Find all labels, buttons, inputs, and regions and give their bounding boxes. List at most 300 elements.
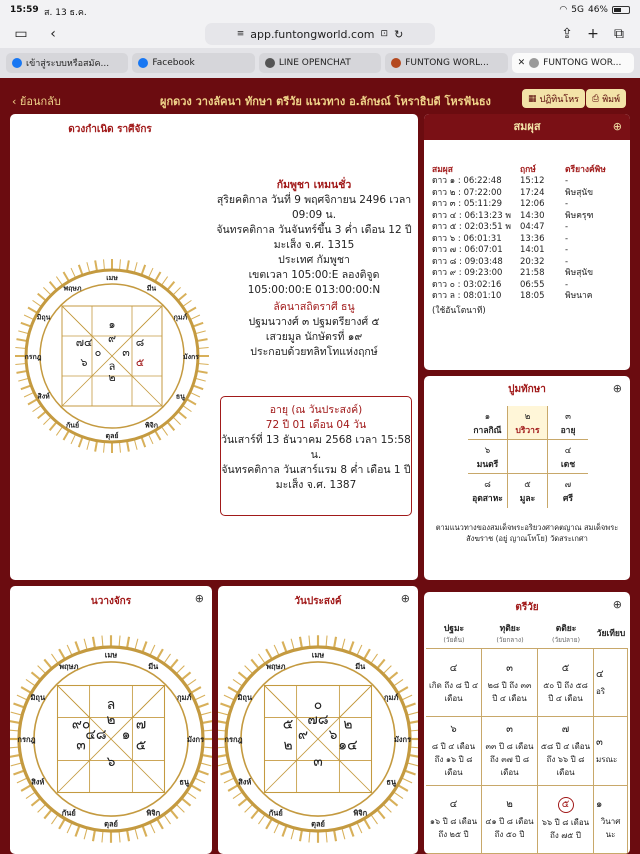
ray (28, 399, 38, 405)
planet-mark: ๓ (76, 737, 86, 754)
taksa-cell (508, 474, 548, 508)
ray (127, 830, 129, 842)
sompot-cell: - (565, 279, 569, 290)
sompot-cell: ดาว ล : 08:01:10 (432, 291, 502, 301)
triwai-text: ๘ ปี ๔ เดือน ถึง ๑๖ ปี ๘ เดือน (431, 742, 476, 778)
address-bar[interactable] (205, 23, 435, 45)
sompot-cell: ดาว ๐ : 03:02:16 (432, 279, 502, 290)
ray (182, 405, 191, 411)
planet-mark: ๑๔ (338, 737, 358, 754)
ray (383, 804, 391, 812)
taksa-cell (508, 406, 548, 440)
sompot-cell: 21:58 (520, 268, 545, 278)
taksa-label: บริวาร (515, 425, 540, 436)
ray (150, 645, 155, 656)
triwai-text: ๓๓ ปี ๘ เดือน ถึง ๓๗ ปี ๘ เดือน (485, 742, 534, 778)
ray (21, 385, 31, 389)
taksa-number: ๘ (484, 480, 491, 490)
lagna-line2: เสวยมูล นักษัตรที่ ๑๙ (265, 331, 363, 343)
triwai-cell (538, 649, 594, 717)
ray (245, 804, 253, 812)
sompot-cell: ดาว ๔ : 06:13:23 พ (432, 210, 511, 221)
ray (388, 798, 397, 806)
ray (135, 828, 138, 839)
sompot-row (432, 257, 628, 269)
triwai-col-sub: (วัยปลาย) (551, 636, 581, 644)
ray (11, 712, 22, 715)
triwai-number: ๓ (506, 724, 513, 736)
sompot-cell: 13:36 (520, 233, 545, 244)
sign-label: กรกฎ (17, 735, 36, 745)
zoom-icon[interactable]: ⊕ (400, 592, 410, 605)
sompot-cell: ดาว ๘ : 09:03:48 (432, 256, 503, 267)
ray (176, 666, 184, 674)
sign-label: กุมภ์ (173, 313, 188, 322)
browser-tab[interactable] (385, 53, 507, 73)
zoom-icon[interactable]: ⊕ (612, 382, 622, 395)
taksa-title: ปูมทักษา (508, 384, 546, 395)
sign-label: มีน (146, 284, 157, 293)
planet-mark: ๕ (135, 737, 147, 754)
taksa-cell (468, 440, 508, 474)
ray (182, 300, 191, 306)
taksa-cell (548, 406, 588, 440)
ray (127, 260, 129, 271)
ray (377, 659, 385, 668)
ray (18, 378, 29, 381)
ray (67, 822, 72, 833)
ray (326, 636, 327, 648)
planet-mark: ๑ (121, 727, 131, 743)
ray (104, 442, 105, 453)
ray (148, 434, 153, 444)
ray (50, 422, 57, 430)
ray (24, 315, 34, 320)
ray (197, 339, 208, 341)
triwai-cell (538, 717, 594, 785)
signal-label: 5G (571, 5, 584, 15)
ray (371, 814, 378, 824)
ray (283, 825, 287, 836)
ray (224, 778, 235, 783)
ray (178, 411, 186, 418)
ray (142, 641, 146, 652)
ray (197, 770, 208, 774)
ios-status-bar (0, 0, 640, 20)
ray (17, 778, 28, 783)
planet-mark: ๗ (135, 716, 147, 733)
triwai-title: ตรีวัย (515, 602, 539, 613)
sompot-cell: ดาว ๕ : 02:03:51 พ (432, 222, 511, 232)
sompot-header (432, 162, 628, 176)
zoom-icon[interactable]: ⊕ (612, 120, 622, 133)
triwai-cell (426, 717, 482, 785)
share-icon[interactable]: ⇪ (561, 26, 573, 42)
birth-chart-card (10, 114, 418, 580)
sompot-cell: - (565, 256, 569, 267)
planet-mark: ๒ (106, 712, 116, 729)
ray (24, 392, 34, 397)
ray (71, 434, 76, 444)
ray (283, 641, 287, 652)
triwai-cell (594, 649, 628, 717)
sompot-row (432, 222, 628, 234)
sompot-cell: ดาว ๓ : 05:11:29 (432, 199, 503, 209)
triwai-text: อริ (596, 687, 606, 697)
sign-label: มีน (148, 662, 159, 672)
ray (119, 831, 120, 843)
ray (31, 798, 40, 806)
sign-label: ธนู (175, 392, 185, 401)
ray (371, 654, 378, 664)
ray (164, 654, 171, 664)
status-time: 15:59 (10, 5, 39, 15)
ray (76, 825, 80, 836)
taksa-number: ๗ (564, 480, 572, 490)
ray (155, 430, 161, 440)
ray (220, 704, 231, 708)
ray (228, 785, 238, 791)
taksa-number: ๒ (524, 411, 531, 422)
ray (38, 411, 46, 418)
planet-mark: ๗๔ (75, 336, 93, 349)
sompot-cell: 14:01 (520, 245, 545, 255)
sompot-cell: - (565, 199, 569, 209)
planet-mark: ๙ (297, 727, 309, 743)
triwai-number: ๓ (596, 737, 603, 749)
triwai-text: ๔๑ ปี ๘ เดือน ถึง ๕๐ ปี (485, 817, 534, 840)
ray (56, 277, 62, 286)
taksa-number: ๕ (524, 480, 531, 490)
ray (51, 654, 58, 664)
ray (195, 378, 206, 381)
ray (170, 659, 178, 668)
ray (190, 392, 200, 397)
page-settings-icon[interactable]: ≡ (236, 29, 245, 39)
ray (191, 785, 201, 791)
ray (291, 639, 294, 650)
ray (407, 712, 418, 715)
planet-mark: ๐ (313, 697, 323, 714)
sign-label: กรกฎ (24, 353, 42, 361)
age-heading: อายุ (ณ วันประสงค์) (269, 404, 363, 416)
ray (15, 363, 26, 364)
triwai-number: ๕ (558, 797, 574, 813)
sign-label: พฤษภ (59, 662, 79, 672)
ray (393, 679, 403, 686)
back-link[interactable]: ‹ ย้อนกลับ (12, 95, 61, 108)
ray (18, 331, 29, 334)
tab-label: FUNTONG WOR... (543, 58, 622, 68)
planet-mark: ล (108, 360, 116, 373)
ray (190, 315, 200, 320)
sompot-row (432, 268, 628, 280)
col-rerk: ฤกษ์ (520, 165, 536, 175)
app-header (0, 84, 640, 114)
sign-label: สิงห์ (31, 777, 45, 787)
triwai-col-name: ทุติยะ (499, 624, 521, 634)
taksa-label: อายุ (560, 425, 576, 436)
ray (76, 641, 80, 652)
sompot-cell: ดาว ๗ : 06:07:01 (432, 245, 503, 255)
ray (134, 439, 137, 450)
ray (393, 792, 403, 799)
ray (309, 831, 310, 843)
triwai-col-name: ปฐมะ (443, 624, 465, 634)
taksa-note: ตามแนวทางของสมเด็จพระอริยวงศาคตญาณ สมเด็จพระสังฆราช (อยู่ ญาณโทโย) วัดสระเกศา (435, 523, 619, 543)
planet-mark: ๙ (107, 332, 117, 345)
ray (79, 265, 83, 275)
ray (51, 814, 58, 824)
lagna-line3: ประกอบด้วยทลิทโทแห่งฤกษ์ (250, 346, 378, 358)
back-icon[interactable]: ‹ (50, 26, 56, 42)
triwai-text: ๑๖ ปี ๘ เดือน ถึง ๒๕ ปี (429, 817, 478, 840)
sompot-cell: ดาว ๖ : 06:01:31 (432, 233, 502, 244)
triwai-cell (594, 786, 628, 854)
ray (401, 695, 412, 700)
sign-label: กรกฎ (224, 735, 243, 745)
ray (150, 822, 155, 833)
ray (84, 639, 87, 650)
back-label: ย้อนกลับ (19, 95, 61, 108)
planet-mark: ๘ (135, 336, 145, 349)
reader-icon[interactable]: ⊡ (380, 29, 389, 39)
sompot-row (432, 245, 628, 257)
ray (161, 277, 167, 286)
sompot-cell: 04:47 (520, 222, 545, 232)
triwai-cell (482, 717, 538, 785)
ray (71, 268, 76, 278)
planet-mark: ๖ (328, 727, 338, 743)
ray (186, 792, 196, 799)
ray (26, 679, 36, 686)
battery-label: 46% (587, 5, 608, 15)
ray (401, 778, 412, 783)
browser-tab[interactable] (259, 53, 381, 73)
triwai-cell (594, 717, 628, 785)
ray (186, 679, 196, 686)
ray (11, 763, 22, 766)
sign-label: กุมภ์ (384, 692, 399, 702)
ray (13, 704, 24, 708)
ray (31, 672, 40, 680)
tab-overview-icon[interactable]: ⧉ (614, 26, 624, 42)
ray (274, 822, 279, 833)
sompot-row (432, 188, 628, 200)
triwai-number: ๖ (450, 724, 457, 736)
ray (266, 649, 272, 659)
triwai-col-sub: (วัยต้น) (443, 636, 465, 644)
new-tab-icon[interactable]: + (587, 26, 599, 42)
ray (102, 831, 103, 843)
navang-card (10, 586, 212, 854)
planet-mark: ๑ (108, 318, 116, 331)
ray (194, 695, 205, 700)
print-button[interactable] (586, 89, 626, 108)
tab-favicon-icon (138, 58, 148, 68)
triwai-number: ๔ (449, 662, 458, 674)
ray (95, 260, 97, 271)
triwai-number: ๑ (596, 799, 603, 811)
taksa-number: ๑ (484, 411, 491, 422)
ray (64, 430, 70, 440)
sign-label: สิงห์ (238, 777, 252, 787)
ray (364, 819, 370, 829)
ray (56, 426, 62, 435)
ray (50, 282, 57, 290)
ray (79, 437, 83, 447)
battery-icon (612, 6, 630, 14)
ray (218, 763, 229, 766)
reload-icon[interactable]: ↻ (394, 27, 404, 41)
taksa-label: เดช (560, 459, 576, 470)
ray (407, 763, 418, 766)
ray (38, 804, 46, 812)
browser-tab[interactable] (512, 53, 634, 73)
sompot-cell: ดาว ๑ : 06:22:48 (432, 176, 502, 186)
browser-tab[interactable] (6, 53, 128, 73)
calendar-button[interactable] (522, 89, 585, 108)
calendar-label: ปฏิทินโหร (539, 94, 579, 105)
triwai-col-header (594, 618, 628, 648)
tab-close-icon[interactable]: ✕ (517, 58, 526, 68)
triwai-col-sub: (วัยกลาง) (496, 636, 524, 644)
ray (245, 666, 253, 674)
planet-mark: ๙๐ (71, 716, 91, 733)
ray (15, 348, 26, 349)
sompot-row (432, 234, 628, 246)
sign-label: มิถุน (237, 692, 253, 702)
ray (164, 814, 171, 824)
taksa-number: ๔ (564, 445, 572, 456)
ray (157, 649, 163, 659)
ray (398, 785, 408, 791)
ray (43, 287, 51, 295)
tab-label: LINE OPENCHAT (278, 58, 351, 68)
calendar-icon: ▦ (528, 93, 537, 104)
sompot-cell: - (565, 233, 569, 244)
taksa-cell (548, 474, 588, 508)
ray (141, 437, 145, 447)
sompot-cell: - (565, 176, 569, 186)
planet-mark: ๕ (282, 716, 294, 733)
zoom-icon[interactable]: ⊕ (612, 598, 622, 611)
triwai-col-name: ตติยะ (555, 624, 577, 634)
ray (200, 712, 211, 715)
planet-mark: ๐ (94, 346, 102, 359)
ray (238, 672, 247, 680)
ray (383, 666, 391, 674)
ray (33, 300, 42, 306)
ray (224, 695, 235, 700)
status-date: ส. 13 ธ.ค. (44, 8, 87, 18)
zoom-icon[interactable]: ⊕ (194, 592, 204, 605)
age-value: 72 ปี 01 เดือน 04 วัน (265, 419, 367, 431)
ray (349, 825, 353, 836)
ray (167, 422, 174, 430)
ray (59, 819, 65, 829)
ray (26, 792, 36, 799)
sompot-cell: - (565, 245, 569, 255)
ray (93, 637, 95, 649)
col-triyang: ตรียางค์พิษ (565, 165, 606, 175)
sign-label: ตุลย์ (105, 432, 119, 440)
sign-label: มีน (355, 662, 366, 672)
sign-label: ตุลย์ (104, 819, 118, 829)
ray (349, 641, 353, 652)
ray (193, 385, 203, 389)
lagna-heading: ลัคนาสถิตราศี ธนู (273, 301, 355, 313)
ray (13, 770, 24, 774)
planet-mark: ๓ (122, 346, 130, 359)
triwai-text: ๕๘ ปี ๔ เดือน ถึง ๖๖ ปี ๘ เดือน (540, 742, 591, 778)
taksa-cell (508, 440, 548, 474)
sompot-cell: 20:32 (520, 256, 545, 267)
sompot-row (432, 291, 628, 303)
ray (87, 439, 90, 450)
taksa-number: ๖ (484, 445, 491, 456)
planet-mark: ๖ (80, 356, 88, 369)
birth-info (216, 178, 412, 360)
ray (127, 637, 129, 649)
ray (119, 259, 120, 270)
navang-wheel (10, 632, 212, 846)
triwai-number: ๓ (506, 662, 513, 674)
ray (21, 785, 31, 791)
sign-label: พิจิก (146, 808, 161, 818)
browser-tab[interactable] (132, 53, 254, 73)
ray (198, 363, 209, 364)
sign-label: เมษ (104, 650, 118, 660)
planet-mark: ๕ (135, 356, 145, 369)
sidebar-icon[interactable]: ▭ (14, 26, 28, 42)
ray (38, 666, 46, 674)
ray (398, 687, 408, 693)
birth-wheel (12, 256, 212, 456)
prasong-card (218, 586, 418, 854)
ray (16, 371, 27, 373)
ray (173, 417, 181, 425)
ray (21, 323, 31, 327)
triwai-cell (482, 786, 538, 854)
ray (43, 417, 51, 425)
ray (342, 639, 345, 650)
ray (181, 798, 190, 806)
planet-mark: ๗๘ (307, 712, 329, 729)
sign-label: มังกร (186, 735, 205, 745)
ray (220, 770, 231, 774)
sompot-row (432, 211, 628, 223)
navang-title: นวางจักร (90, 596, 132, 607)
tab-favicon-icon (12, 58, 22, 68)
planet-mark: ๔๘ (85, 727, 107, 743)
birth-card-title: ดวงกำเนิด ราศีจักร (68, 124, 152, 135)
taksa-cell (548, 440, 588, 474)
ray (404, 704, 415, 708)
sign-label: ธนู (386, 777, 397, 787)
ray (134, 262, 137, 273)
lunar-date: จันทรคติกาล วันจันทร์ขึ้น 3 ค่ำ เดือน 12 ปีมะเส็ง จ.ศ. 1315 (216, 224, 412, 251)
prasong-title: วันประสงค์ (294, 596, 342, 607)
ray (59, 649, 65, 659)
ray (274, 645, 279, 656)
wifi-icon: ◠ (559, 5, 568, 15)
triwai-number: ๒ (506, 799, 513, 811)
print-icon: ⎙ (592, 93, 600, 104)
col-sompot: สมผุส (432, 165, 453, 175)
ray (142, 825, 146, 836)
triwai-text: วินาศนะ (600, 817, 621, 840)
